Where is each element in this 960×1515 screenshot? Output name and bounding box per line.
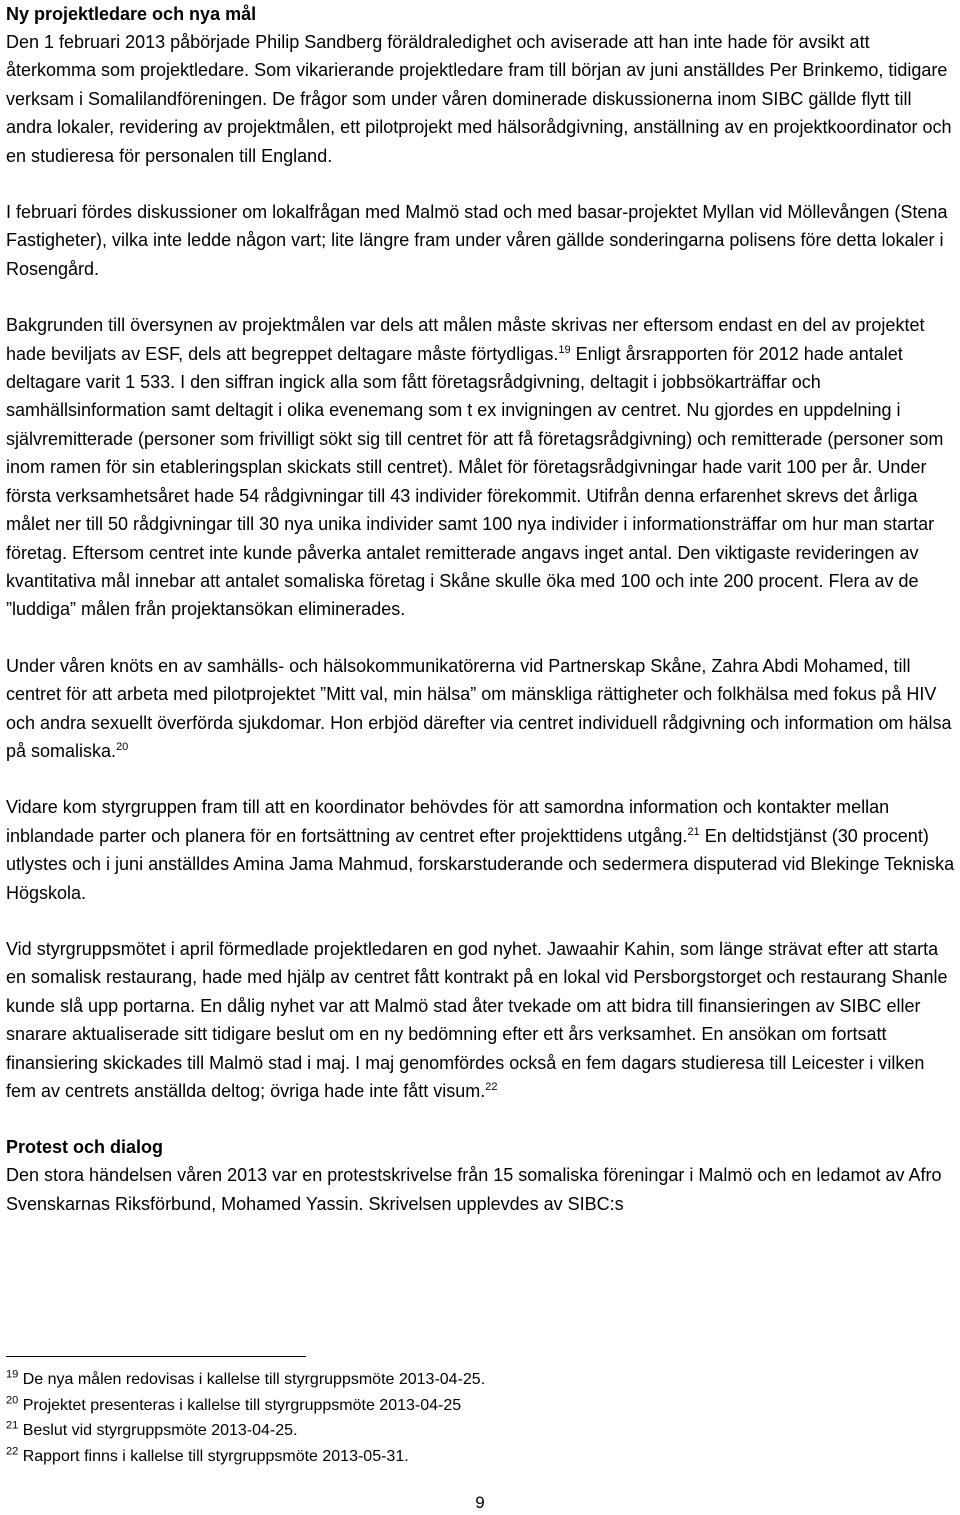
paragraph-protest-letter: Den stora händelsen våren 2013 var en protestskrivelse från 15 somaliska föreningar i Malmö och en ledamot av Afro Svenskarnas Riksförbund, Mohamed Yassin. Skrivelsen upplevdes av SIBC:s xyxy=(6,1165,942,1214)
paragraph-text: Bakgrunden till översynen av projektmålen var dels att målen måste skrivas ner eftersom endast en del av projektet hade beviljats av ESF, dels att begreppet deltagare måste förtydligas. xyxy=(6,315,925,364)
paragraph-steering-meeting xyxy=(6,935,958,1105)
footnote-text: Projektet presenteras i kallelse till styrgruppsmöte 2013-04-25 xyxy=(18,1396,462,1414)
footnote-number: 20 xyxy=(6,1394,19,1407)
paragraph-project-leader-change: Den 1 februari 2013 påbörjade Philip Sandberg föräldraledighet och aviserade att han inte hade för avsikt att återkomma som projektledare. Som vikarierande projektledare fram till början av juni anställdes Per Brinkemo, tidigare verksam i Somalilandföreningen. De frågor som under våren dominerade diskussionerna inom SIBC gällde flytt till andra lokaler, revidering av projektmålen, ett pilotprojekt med hälsorådgivning, anställning av en projektkoordinator och en studieresa för personalen till England. xyxy=(6,32,952,166)
footnote-number: 19 xyxy=(6,1368,19,1381)
footnote-reference: 20 xyxy=(116,740,129,753)
document-page xyxy=(6,0,958,1218)
footnote-text: De nya målen redovisas i kallelse till styrgruppsmöte 2013-04-25. xyxy=(18,1371,486,1388)
section-heading-protest-dialog: Protest och dialog xyxy=(6,1137,164,1158)
footnote-text: Beslut vid styrgruppsmöte 2013-04-25. xyxy=(18,1422,298,1439)
paragraph-text: En deltidstjänst (30 procent) utlystes och i juni anställdes Amina Jama Mahmud, forskarstuderande och sedermera disputerad vid Blekinge Tekniska Högskola. xyxy=(6,825,955,903)
footnote-separator xyxy=(6,1356,306,1357)
footnote-item xyxy=(6,1444,906,1470)
footnote-number: 22 xyxy=(6,1445,19,1458)
page-number: 9 xyxy=(475,1493,485,1512)
paragraph-goal-revision xyxy=(6,311,958,623)
footnote-item xyxy=(6,1367,906,1393)
footnote-item xyxy=(6,1393,906,1419)
paragraph-coordinator xyxy=(6,793,958,907)
footnote-reference: 19 xyxy=(558,343,571,356)
footnote-text: Rapport finns i kallelse till styrgruppsmöte 2013-05-31. xyxy=(18,1447,409,1465)
footnote-item xyxy=(6,1418,906,1444)
paragraph-text: Under våren knöts en av samhälls- och hälsokommunikatörerna vid Partnerskap Skåne, Zahra Abdi Mohamed, till centret för att arbeta med pilotprojektet ”Mitt val, min hälsa” om mänskliga rättigheter och folkhälsa med fokus på HIV och andra sexuellt överförda sjukdomar. Hon erbjöd därefter via centret individuell rådgivning och information om hälsa på somaliska. xyxy=(6,655,952,761)
section-heading-new-project-leader: Ny projektledare och nya mål xyxy=(6,4,257,24)
footnote-reference: 21 xyxy=(687,825,700,838)
paragraph-health-pilot xyxy=(6,652,958,766)
paragraph-text: Enligt årsrapporten för 2012 hade antalet deltagare varit 1 533. I den siffran ingick alla som fått företagsrådgivning, deltagit i jobbsökarträffar och samhällsinformation samt deltagit i olika evenemang som t ex invigningen av centret. Nu gjordes en uppdelning i självremitterade (personer som frivilligt sökt sig till centret för att få företagsrådgivning) och remitterade (personer som inom ramen för sin etableringsplan skickats still centret). Målet för företagsrådgivningar hade varit 100 per år. Under första verksamhetsåret hade 54 rådgivningar till 43 individer förekommit. Utifrån denna erfarenhet skrevs det årliga målet ner till 50 rådgivningar till 30 nya unika individer samt 100 nya individer i informationsträffar om hur man startar företag. Eftersom centret inte kunde påverka antalet remitterade angavs inget antal. Den viktigaste revideringen av kvantitativa mål innebar att antalet somaliska företag i Skåne skulle öka med 100 och inte 200 procent. Flera av de ”luddiga” målen från projektansökan eliminerades. xyxy=(6,343,944,620)
footnote-number: 21 xyxy=(6,1419,19,1432)
paragraph-premises-discussion: I februari fördes diskussioner om lokalfrågan med Malmö stad och med basar-projektet Myllan vid Möllevången (Stena Fastigheter), vilka inte ledde någon vart; lite längre fram under våren gällde sonderingarna polisens före detta lokaler i Rosengård. xyxy=(6,202,948,279)
footnotes xyxy=(6,1367,906,1469)
footnote-reference: 22 xyxy=(485,1081,498,1093)
paragraph-text: Vid styrgruppsmötet i april förmedlade projektledaren en god nyhet. Jawaahir Kahin, som länge strävat efter att starta en somalisk restaurang, hade med hjälp av centret fått kontrakt på en lokal vid Persborgstorget och restaurang Shanle kunde slå upp portarna. En dålig nyhet var att Malmö stad åter tvekade om att bidra till finansieringen av SIBC eller snarare aktualiserade sitt tidigare beslut om en ny bedömning efter ett års verksamhet. En ansökan om fortsatt finansiering skickades till Malmö stad i maj. I maj genomfördes också en fem dagars studieresa till Leicester i vilken fem av centrets anställda deltog; övriga hade inte fått visum. xyxy=(6,938,948,1101)
paragraph-text: Vidare kom styrgruppen fram till att en koordinator behövdes för att samordna information och kontakter mellan inblandade parter och planera för en fortsättning av centret efter projekttidens utgång. xyxy=(6,797,890,846)
